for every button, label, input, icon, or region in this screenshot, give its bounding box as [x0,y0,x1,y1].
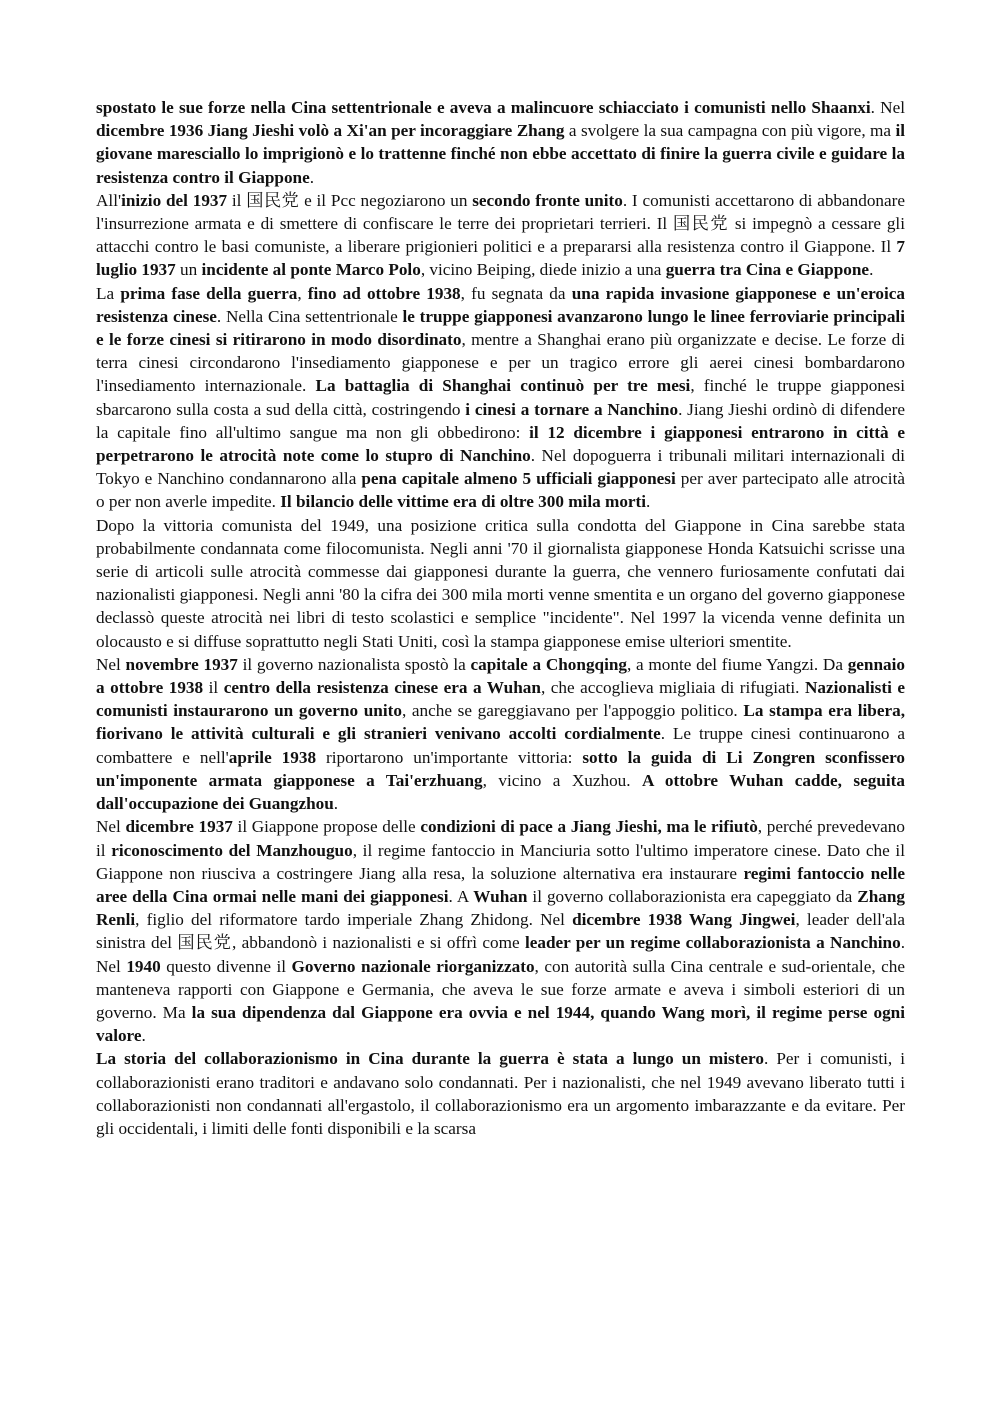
text-run: . Nel dopoguerra i tribunali militari internazionali di Tokyo e Nanchino condannarono alla [96,446,905,489]
text-run: . Per i comunisti, i collaborazionisti erano traditori e andavano solo condannati. Per i nazionalisti, che nel 1949 avevano liberato tutti i collaborazionisti non condannati all'ergastolo, il collaborazionismo era un argomento imbarazzante e da evitare. Per gli occidentali, i limiti delle fonti disponibili e la scarsa [96,1049,905,1138]
text-run: . Le truppe cinesi continuarono a combattere e nell' [96,724,905,767]
bold-text-run: La storia del collaborazionismo in Cina durante la guerra è stata a lungo un mistero [96,1049,764,1069]
bold-text-run: Nazionalisti e comunisti instaurarono un governo unito [96,678,905,721]
bold-text-run: dicembre 1938 Wang Jingwei [572,910,796,930]
bold-text-run: novembre 1937 [125,654,238,674]
bold-text-run: le truppe giapponesi avanzarono lungo le linee ferroviarie principali e le forze cinesi si ritirarono in modo disordinato [96,306,905,350]
text-run: . [309,167,315,187]
text-run: , vicino a Xuzhou. [482,770,642,790]
bold-text-run: prima fase della guerra [120,283,298,303]
text-run: . [646,492,651,512]
bold-text-run: il 12 dicembre i giapponesi entrarono in città e perpetrarono le atrocità note come lo stupro di Nanchino [96,422,905,466]
text-run: . [333,794,339,814]
text-run: , che accoglieva migliaia di rifugiati. [540,678,805,698]
bold-text-run: 1940 [126,956,161,976]
text-run: . Nel [870,98,905,117]
text-run: , leader dell'ala sinistra del 国民党, abbandonò i nazionalisti e si offrì come [96,910,905,953]
text-run: il governo collaborazionista era capeggiato da [527,886,858,906]
bold-text-run: una rapida invasione giapponese e un'eroica resistenza cinese [96,283,906,326]
text-run: questo divenne il [160,956,292,976]
document-page [96,96,905,1140]
bold-text-run: Governo nazionale riorganizzato [291,956,535,976]
bold-text-run: La battaglia di Shanghai continuò per tre mesi [315,376,691,396]
bold-text-run: pena capitale almeno 5 ufficiali giapponesi [361,469,676,489]
text-run: . [141,1026,146,1046]
bold-text-run: secondo fronte unito [472,190,623,210]
bold-text-run: Wuhan [473,886,528,906]
bold-text-run: dicembre 1937 [125,817,233,837]
text-run: . Nella Cina settentrionale [216,306,403,326]
text-run: per aver partecipato alle atrocità o per non averle impedite. [96,469,905,512]
text-run: , mentre a Shanghai erano più organizzate e decise. Le forze di terra cinesi circondarono l'insediamento giapponese e per un tragico errore gli aerei cinesi bombardarono l'insediamento internazionale. [96,330,905,396]
bold-text-run: incidente al ponte Marco Polo [201,260,421,280]
text-run: . Nel [96,933,906,976]
bold-text-run: inizio del 1937 [121,190,228,210]
bold-text-run: Il bilancio delle vittime era di oltre 300 mila morti [280,492,647,512]
text-run: Nel [96,817,126,837]
text-run: , figlio del riformatore tardo imperiale Zhang Zhidong. Nel [135,910,573,930]
text-run: un [175,260,202,280]
bold-text-run: il giovane maresciallo lo imprigionò e lo trattenne finché non ebbe accettato di finire la guerra civile e guidare la resistenza contro il Giappone [96,121,905,187]
text-run: La [96,283,121,303]
text-run: Dopo la vittoria comunista del 1949, una posizione critica sulla condotta del Giappone in Cina sarebbe stata probabilmente condannata come filocomunista. Negli anni '70 il giornalista giapponese Honda Katsuichi scrisse una serie di articoli sulle atrocità commesse dai giapponesi durante la guerra, che vennero furiosamente confutati dai nazionalisti giapponesi. Negli anni '80 la cifra dei 300 mila morti venne smentita e un organo del governo giapponese declassò queste atrocità nei libri di testo scolastici e semplice "incidente". Nel 1997 la vicenda venne definita un olocausto e si diffuse soprattutto negli Stati Uniti, così la stampa giapponese emise ulteriori smentite. [96,515,905,651]
paragraph [96,514,905,653]
bold-text-run: A ottobre Wuhan cadde, seguita dall'occupazione dei Guangzhou [96,770,905,814]
text-run: . Jiang Jieshi ordinò di difendere la capitale fino all'ultimo sangue ma non gli obbedirono: [96,399,905,442]
text-run: . A [448,886,474,906]
bold-text-run: regimi fantoccio nelle aree della Cina ormai nelle mani dei giapponesi [96,863,905,906]
bold-text-run: Zhang Renli [96,886,906,930]
text-run: . [869,260,874,280]
bold-text-run: fino ad ottobre 1938 [307,283,461,303]
bold-text-run: gennaio a ottobre 1938 [96,654,905,698]
bold-text-run: sotto la guida di Li Zongren sconfissero un'imponente armata giapponese a Tai'erzhuang [96,747,906,790]
text-run: , finché le truppe giapponesi sbarcarono sulla costa a sud della città, costringendo [96,376,905,419]
text-run: il governo nazionalista spostò la [237,654,471,674]
bold-text-run: guerra tra Cina e Giappone [665,260,870,280]
bold-text-run: condizioni di pace a Jiang Jieshi, ma le rifiutò [420,817,758,837]
text-run: , [297,283,308,303]
paragraph [96,96,905,189]
text-run: , fu segnata da [460,283,572,303]
text-run: Nel [96,654,126,674]
paragraph [96,189,905,282]
text-run: All' [96,190,122,210]
paragraph [96,815,905,1047]
paragraph [96,1047,905,1140]
paragraph [96,653,905,815]
text-run: il [203,678,224,698]
bold-text-run: La stampa era libera, fiorivano le attività culturali e gli stranieri venivano accolti cordialmente [96,701,905,744]
bold-text-run: i cinesi a tornare a Nanchino [465,399,679,419]
text-run: , con autorità sulla Cina centrale e sud-orientale, che manteneva rapporti con Giappone e Germania, che aveva le sue forze armate e aveva i simboli esteriori di un governo. Ma [96,956,905,1022]
text-run: , il regime fantoccio in Manciuria sotto l'ultimo imperatore cinese. Dato che il Giappone non riusciva a costringere Jiang alla resa, la soluzione alternativa era instaurare [96,840,905,883]
bold-text-run: la sua dipendenza dal Giappone era ovvia e nel 1944, quando Wang morì, il regime perse ogni valore [96,1002,906,1046]
text-run: , perché prevedevano il [96,817,905,860]
bold-text-run: riconoscimento del Manzhouguo [111,840,353,860]
text-run: riportarono un'importante vittoria: [316,747,583,767]
text-run: a svolgere la sua campagna con più vigore, ma [564,121,896,141]
bold-text-run: centro della resistenza cinese era a Wuhan [223,678,541,698]
bold-text-run: leader per un regime collaborazionista a Nanchino [524,933,901,953]
text-run: , vicino Beiping, diede inizio a una [420,260,666,280]
text-run: il 国民党 e il Pcc negoziarono un [227,190,473,210]
text-run: . I comunisti accettarono di abbandonare l'insurrezione armata e di smettere di confiscare le terre dei proprietari terrieri. Il 国民党 si impegnò a cessare gli attacchi contro le basi comuniste, a liberare prigionieri politici e a prepararsi alla resistenza contro il Giappone. Il [96,190,906,257]
text-run: , anche se gareggiavano per l'appoggio politico. [401,701,744,721]
bold-text-run: dicembre 1936 Jiang Jieshi volò a Xi'an per incoraggiare Zhang [96,121,565,141]
text-run: il Giappone propose delle [232,817,421,837]
bold-text-run: spostato le sue forze nella Cina settentrionale e aveva a malincuore schiacciato i comunisti nello Shaanxi [96,98,871,117]
text-run: , a monte del fiume Yangzi. Da [627,654,848,674]
bold-text-run: aprile 1938 [228,747,317,767]
bold-text-run: capitale a Chongqing [470,654,628,674]
bold-text-run: 7 luglio 1937 [96,237,905,280]
paragraph [96,282,905,514]
